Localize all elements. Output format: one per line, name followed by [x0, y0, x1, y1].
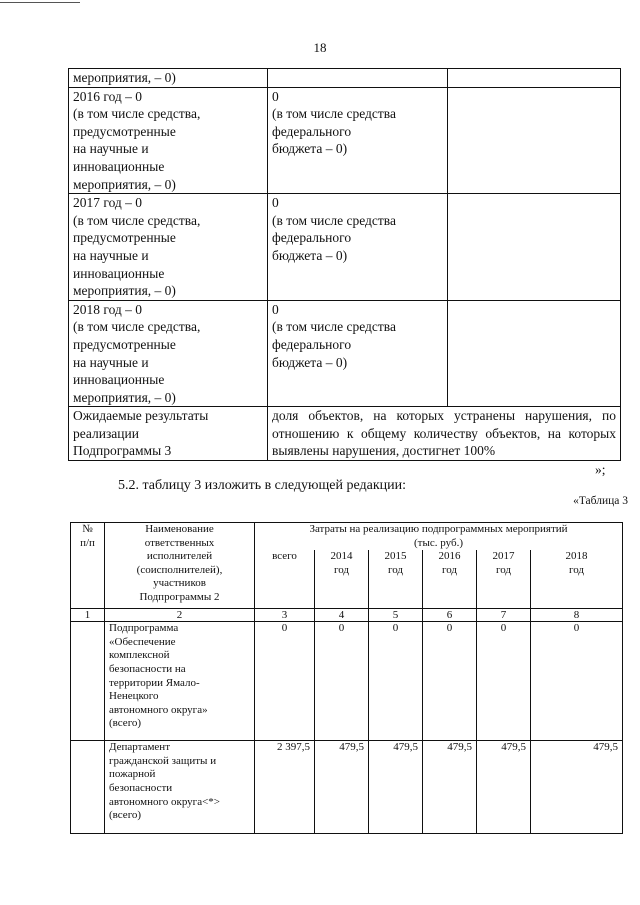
text-line: пожарной — [109, 768, 156, 781]
amendment-paragraph: 5.2. таблицу 3 изложить в следующей редакции: — [118, 478, 407, 493]
text-line: 0 — [272, 195, 279, 211]
text-line: (в том числе средства — [272, 212, 396, 228]
value-cell: 0 — [315, 622, 369, 741]
text-line: Затраты на реализацию подпрограммных мероприятий — [309, 523, 568, 535]
header-num — [71, 523, 105, 609]
text-line: Наименование — [145, 523, 214, 535]
federal-cell — [268, 194, 448, 301]
text-line: № — [82, 523, 93, 535]
empty-cell — [448, 69, 621, 88]
col-number: 6 — [423, 609, 477, 622]
table-row — [71, 741, 623, 834]
text-line: инновационные — [73, 265, 165, 281]
value-cell: 479,5 — [369, 741, 423, 834]
header-year — [369, 550, 423, 609]
text-line: на научные и — [73, 141, 149, 157]
value-cell: 0 — [531, 622, 623, 741]
text-line: федерального — [272, 123, 352, 139]
value-cell: 0 — [423, 622, 477, 741]
text-line: федерального — [272, 230, 352, 246]
text-line: (тыс. руб.) — [414, 536, 463, 549]
text-line: 2017 год – 0 — [73, 195, 143, 211]
text-line: п/п — [80, 536, 95, 549]
value-cell: 479,5 — [531, 741, 623, 834]
table-row — [69, 300, 621, 407]
table-row — [69, 69, 621, 88]
text-line: 0 — [272, 88, 279, 104]
col-number: 7 — [477, 609, 531, 622]
text-line: инновационные — [73, 158, 165, 174]
text-line: (в том числе средства, — [73, 212, 201, 228]
text-line: Подпрограммы 3 — [73, 443, 172, 459]
text-line: бюджета – 0) — [272, 354, 348, 370]
table-row — [69, 87, 621, 194]
text-line: предусмотренные — [73, 230, 176, 246]
text-line: 2014 — [330, 550, 353, 563]
value-cell: 0 — [369, 622, 423, 741]
text-line: год — [333, 563, 350, 576]
header-year — [423, 550, 477, 609]
text-line: участников — [153, 577, 206, 590]
col-number: 4 — [315, 609, 369, 622]
header-year — [531, 550, 623, 609]
text-line: бюджета – 0) — [272, 141, 348, 157]
text-line: автономного округа<*> — [109, 795, 220, 808]
value-cell: 2 397,5 — [255, 741, 315, 834]
text-line: 2018 — [565, 550, 588, 563]
text-line: (в том числе средства — [272, 106, 396, 122]
text-line: 2017 — [492, 550, 515, 563]
funding-cell — [69, 87, 268, 194]
header-year — [315, 550, 369, 609]
text-line: год — [568, 563, 585, 576]
federal-cell — [268, 300, 448, 407]
text-line: 2018 год – 0 — [73, 301, 143, 317]
text-line: Ненецкого — [109, 690, 159, 703]
text-line: Подпрограмма — [109, 622, 179, 635]
federal-cell — [268, 87, 448, 194]
text-line: 0 — [272, 301, 279, 317]
text-line: (всего) — [109, 809, 142, 822]
text-line: автономного округа» — [109, 703, 208, 716]
empty-cell — [448, 300, 621, 407]
row-num — [71, 741, 105, 834]
value-cell: 0 — [477, 622, 531, 741]
federal-cell — [268, 69, 448, 88]
text-line: Подпрограммы 2 — [139, 590, 220, 603]
header-costs — [255, 523, 623, 551]
table-caption: «Таблица 3 — [573, 495, 628, 507]
col-number: 8 — [531, 609, 623, 622]
text-line: год — [441, 563, 458, 576]
header-year — [477, 550, 531, 609]
text-line: Ожидаемые результаты — [73, 408, 209, 424]
col-number: 1 — [71, 609, 105, 622]
text-line: мероприятия, – 0) — [73, 389, 176, 405]
text-line: мероприятия, – 0) — [73, 283, 176, 299]
value-cell: 479,5 — [477, 741, 531, 834]
text-line: комплексной — [109, 649, 170, 662]
text-line: 2016 год – 0 — [73, 88, 143, 104]
empty-cell — [448, 87, 621, 194]
text-line: бюджета – 0) — [272, 247, 348, 263]
funding-cell — [69, 69, 268, 88]
closing-quote: »; — [595, 462, 606, 477]
empty-cell — [448, 194, 621, 301]
text-line: ответственных — [144, 536, 215, 549]
text-line: 2016 — [438, 550, 461, 563]
results-text-cell: доля объектов, на которых устранены нарушения, по отношению к общему количеству объектов, на которых выявлены нарушения, достигнет 100% — [268, 407, 621, 461]
text-line: территории Ямало- — [109, 676, 200, 689]
table-row — [69, 194, 621, 301]
funding-cell — [69, 300, 268, 407]
text-line: (всего) — [109, 717, 142, 730]
text-line: реализации — [73, 425, 139, 441]
col-number: 2 — [105, 609, 255, 622]
row-name — [105, 622, 255, 741]
col-number: 3 — [255, 609, 315, 622]
text-line: на научные и — [73, 354, 149, 370]
text-line: мероприятия, – 0) — [73, 176, 176, 192]
text-line: предусмотренные — [73, 336, 176, 352]
column-numbers-row — [71, 609, 623, 622]
text-line: мероприятия, – 0) — [73, 70, 176, 85]
text-line: 2015 — [384, 550, 407, 563]
page-number: 18 — [313, 40, 327, 55]
text-line: на научные и — [73, 247, 149, 263]
row-name — [105, 741, 255, 834]
text-line: год — [387, 563, 404, 576]
header-row — [71, 523, 623, 551]
text-line: (в том числе средства — [272, 319, 396, 335]
col-number: 5 — [369, 609, 423, 622]
text-line: инновационные — [73, 372, 165, 388]
text-line: безопасности — [109, 781, 173, 794]
text-line: (в том числе средства, — [73, 319, 201, 335]
text-line: «Обеспечение — [109, 635, 176, 648]
value-cell: 479,5 — [315, 741, 369, 834]
text-line: (соисполнителей), — [136, 563, 223, 576]
value-cell: 0 — [255, 622, 315, 741]
funding-cell — [69, 194, 268, 301]
text-line: предусмотренные — [73, 123, 176, 139]
text-line: безопасности на — [109, 662, 186, 675]
subprogram-passport-table — [68, 68, 621, 461]
table-row — [71, 622, 623, 741]
text-line: исполнителей — [146, 550, 213, 563]
costs-table — [70, 522, 623, 834]
text-line: гражданской защиты и — [109, 754, 217, 767]
text-line: Департамент — [109, 741, 171, 754]
row-num — [71, 622, 105, 741]
text-line: федерального — [272, 336, 352, 352]
results-row — [69, 407, 621, 461]
header-total: всего — [255, 550, 315, 609]
header-rule — [0, 2, 80, 3]
results-label-cell — [69, 407, 268, 461]
header-name — [105, 523, 255, 609]
text-line: год — [495, 563, 512, 576]
value-cell: 479,5 — [423, 741, 477, 834]
text-line: (в том числе средства, — [73, 106, 201, 122]
